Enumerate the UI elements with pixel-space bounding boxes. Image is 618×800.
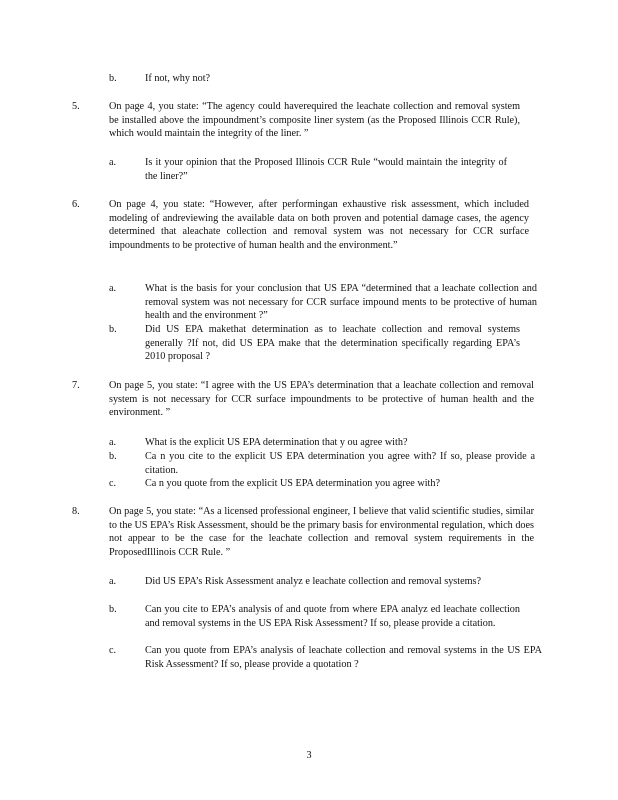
sub-question-number: a. (109, 157, 117, 168)
sub-question-number: c. (109, 645, 117, 656)
question-text: On page 4, you state: “The agency could haverequired the leachate collection and removal system be installed above the impoundment’s composite liner system (as the Proposed Illinois CCR Rule), which would maintain the integrity of the liner. ” (109, 101, 520, 140)
sub-question-number: c. (109, 478, 117, 489)
sub-question-number: a. (109, 437, 117, 448)
question-text: On page 4, you state: “However, after performingan exhaustive risk assessment, which included modeling of andreviewing the available data on both proven and potential damage cases, the agency determined that aleachate collection and removal system was not necessary for CCR surface impoundments to be protective of human health and the environment.” (109, 199, 529, 251)
sub-question-text: Did US EPA’s Risk Assessment analyz e leachate collection and removal systems? (145, 576, 482, 587)
sub-question-number: a. (109, 576, 117, 587)
sub-question-text: Is it your opinion that the Proposed Illinois CCR Rule “would maintain the integrity of the liner?” (145, 157, 507, 182)
sub-question-text: Can you quote from EPA’s analysis of leachate collection and removal systems in the US EPA Risk Assessment? If so, please provide a quotation ? (145, 645, 542, 670)
sub-question-text: What is the basis for your conclusion that US EPA “determined that a leachate collection and removal system was not necessary for CCR surface impound ments to be protective of human health and the environment ?” (145, 283, 537, 322)
sub-question-text: Ca n you quote from the explicit US EPA determination you agree with? (145, 478, 441, 489)
sub-question-text: What is the explicit US EPA determination that y ou agree with? (145, 437, 408, 448)
sub-question-text: Did US EPA makethat determination as to leachate collection and removal systems generally ?If not, did US EPA make that the determination specifically regarding EPA’s 2010 proposal ? (145, 324, 520, 363)
question-text: On page 5, you state: “As a licensed professional engineer, I believe that valid scientific studies, similar to the US EPA’s Risk Assessment, should be the primary basis for environmental regulation, which does not appear to be the case for the leachate collection and removal system requirements in the ProposedIllinois CCR Rule. ” (109, 506, 534, 558)
sub-question-number: b. (109, 451, 117, 462)
question-number: 5. (72, 101, 80, 112)
sub-question-number: b. (109, 604, 117, 615)
question-number: 7. (72, 380, 80, 391)
sub-question-text: Can you cite to EPA’s analysis of and quote from where EPA analyz ed leachate collection and removal systems in the US EPA Risk Assessment? If so, please provide a citation. (145, 604, 520, 629)
sub-question-text: Ca n you cite to the explicit US EPA determination you agree with? If so, please provide a citation. (145, 451, 535, 476)
question-text: On page 5, you state: “I agree with the US EPA’s determination that a leachate collection and removal system is not necessary for CCR surface impoundments to be protective of human health and the environment. ” (109, 380, 534, 419)
sub-question-number: a. (109, 283, 117, 294)
question-number: 8. (72, 506, 80, 517)
question-number: 6. (72, 199, 80, 210)
sub-question-number: b. (109, 324, 117, 335)
page-number: 3 (306, 750, 312, 761)
item-number: b. (109, 73, 117, 84)
item-text: If not, why not? (145, 73, 211, 84)
